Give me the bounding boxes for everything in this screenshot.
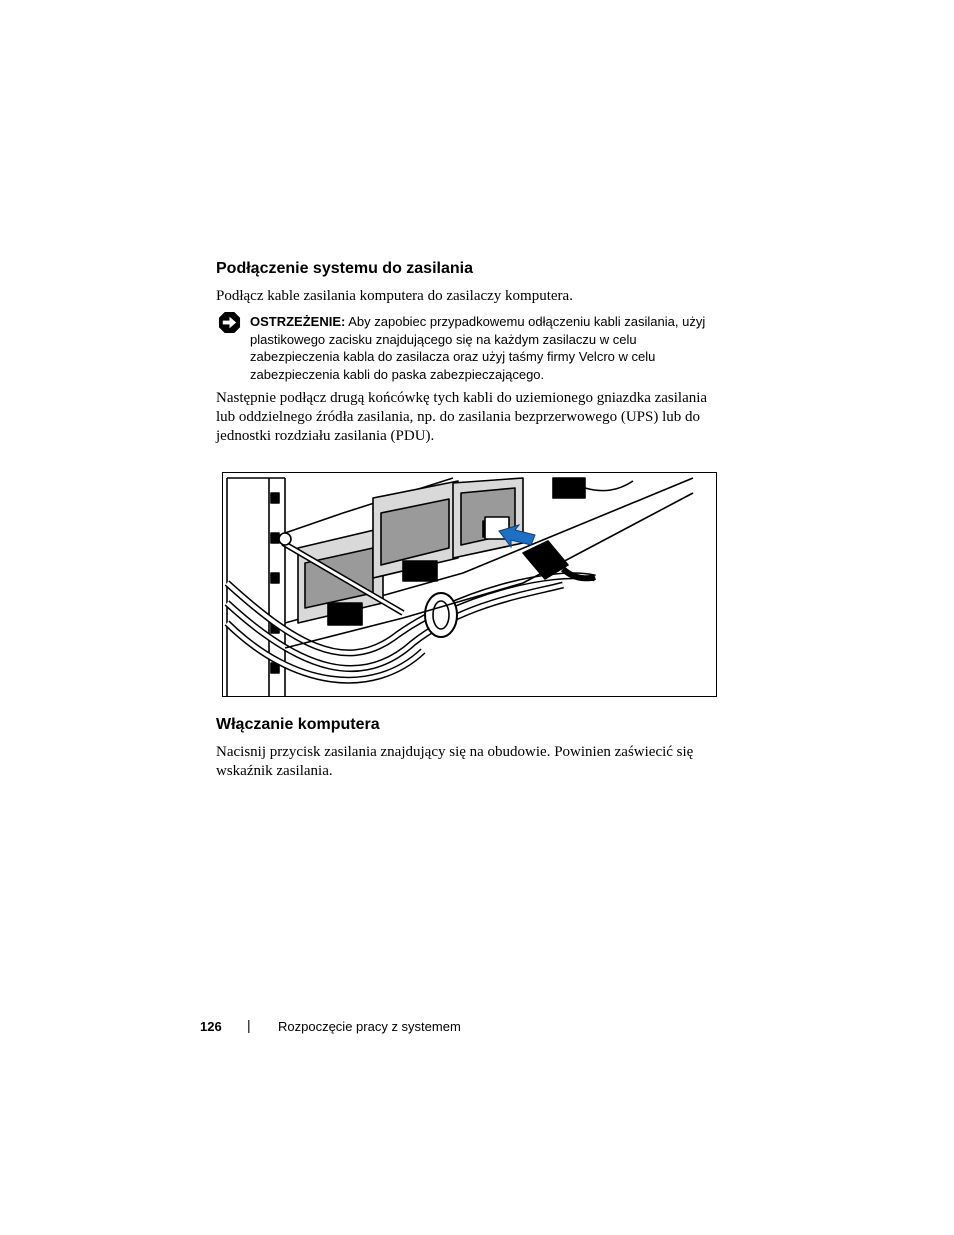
intro-paragraph: Podłącz kable zasilania komputera do zasilaczy komputera. bbox=[216, 288, 573, 304]
warning-text: Aby zapobiec przypadkowemu odłączeniu kabli zasilania, użyj plastikowego zacisku znajdującego się na każdym zasilaczu w celu zabezpieczenia kabla do zasilacza oraz użyj taśmy firmy Velcro w celu zabezpieczenia kabli do paska zabezpieczającego. bbox=[250, 314, 706, 382]
section-heading-power: Podłączenie systemu do zasilania bbox=[216, 260, 473, 277]
warning-icon bbox=[218, 311, 241, 334]
footer-separator: | bbox=[247, 1017, 251, 1033]
page-number: 126 bbox=[200, 1019, 222, 1034]
footer-title: Rozpoczęcie pracy z systemem bbox=[278, 1019, 461, 1034]
warning-label: OSTRZEŻENIE: bbox=[250, 314, 346, 329]
section-heading-turn-on: Włączanie komputera bbox=[216, 716, 380, 733]
power-cable-illustration bbox=[222, 472, 717, 697]
warning-note bbox=[250, 313, 720, 383]
turn-on-paragraph: Nacisnij przycisk zasilania znajdujący się na obudowie. Powinien zaświecić się wskaźnik zasilania. bbox=[216, 744, 694, 779]
power-cable-drawing bbox=[223, 473, 716, 696]
connect-paragraph: Następnie podłącz drugą końcówkę tych kabli do uziemionego gniazdka zasilania lub oddzielnego źródła zasilania, np. do zasilania bezprzerwowego (UPS) lub do jednostki rozdziału zasilania (PDU). bbox=[216, 390, 708, 444]
